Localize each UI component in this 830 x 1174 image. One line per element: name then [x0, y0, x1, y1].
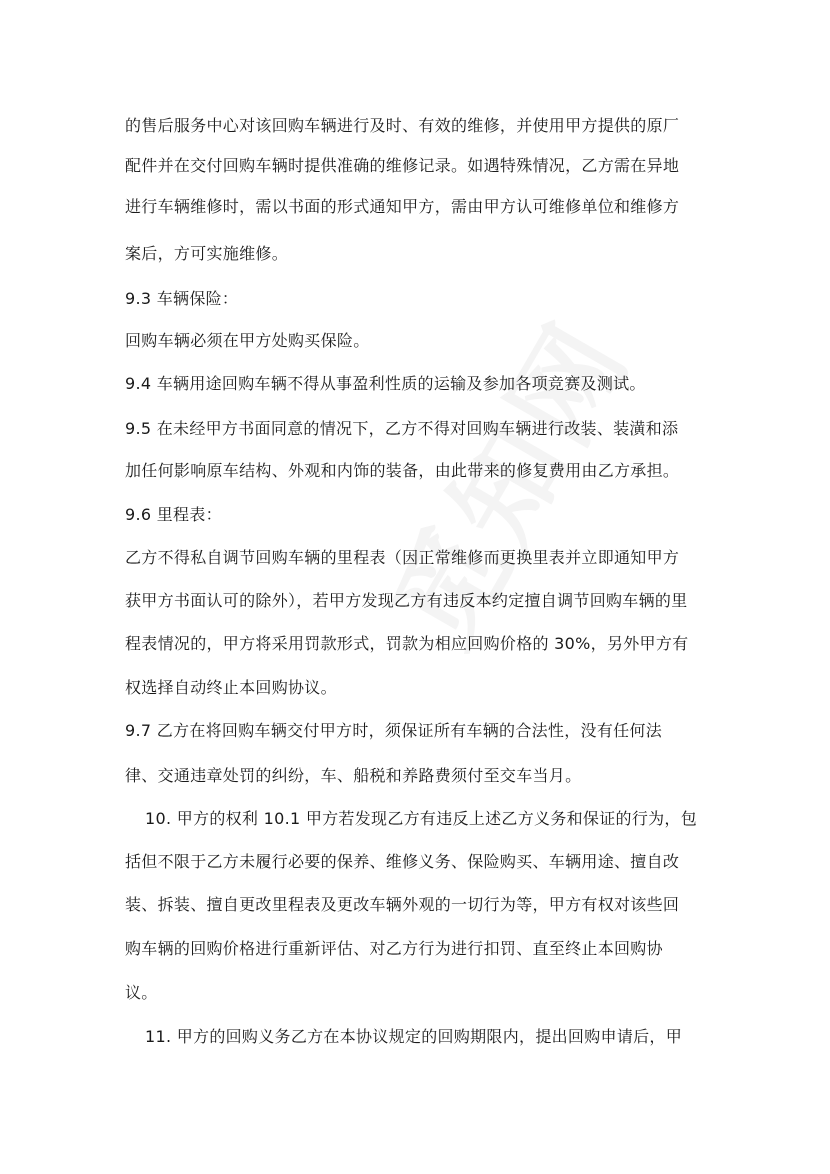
text-line: 加任何影响原车结构、外观和内饰的装备，由此带来的修复费用由乙方承担。: [125, 461, 680, 480]
text-line: 权选择自动终止本回购协议。: [125, 678, 337, 697]
text-line: 装、拆装、擅自更改里程表及更改车辆外观的一切行为等，甲方有权对该些回: [125, 895, 680, 914]
text-line: 回购车辆必须在甲方处购买保险。: [125, 331, 370, 350]
text-line: 议。: [125, 983, 158, 1002]
text-line: 配件并在交付回购车辆时提供准确的维修记录。如遇特殊情况，乙方需在异地: [125, 156, 680, 175]
text-line: 括但不限于乙方未履行必要的保养、维修义务、保险购买、车辆用途、擅自改: [125, 852, 680, 871]
text-line: 9.7 乙方在将回购车辆交付甲方时，须保证所有车辆的合法性，没有任何法: [125, 721, 663, 740]
text-line: 程表情况的，甲方将采用罚款形式，罚款为相应回购价格的 30%，另外甲方有: [125, 634, 689, 653]
text-line: 11. 甲方的回购义务乙方在本协议规定的回购期限内，提出回购申请后，甲: [145, 1027, 683, 1046]
text-line: 律、交通违章处罚的纠纷，车、船税和养路费须付至交车当月。: [125, 766, 582, 785]
text-line: 获甲方书面认可的除外），若甲方发现乙方有违反本约定擅自调节回购车辆的里: [125, 591, 688, 610]
text-line: 9.6 里程表：: [125, 505, 222, 524]
text-line: 9.3 车辆保险：: [125, 289, 239, 308]
text-line: 案后，方可实施维修。: [125, 244, 289, 263]
text-line: 进行车辆维修时，需以书面的形式通知甲方，需由甲方认可维修单位和维修方: [125, 197, 680, 216]
text-line: 乙方不得私自调节回购车辆的里程表（因正常维修而更换里表并立即通知甲方: [125, 548, 680, 567]
text-line: 9.5 在未经甲方书面同意的情况下，乙方不得对回购车辆进行改装、装潢和添: [125, 419, 679, 438]
text-line: 的售后服务中心对该回购车辆进行及时、有效的维修，并使用甲方提供的原厂: [125, 116, 680, 135]
text-line: 购车辆的回购价格进行重新评估、对乙方行为进行扣罚、直至终止本回购协: [125, 939, 663, 958]
text-line: 10. 甲方的权利 10.1 甲方若发现乙方有违反上述乙方义务和保证的行为，包: [145, 809, 698, 828]
text-line: 9.4 车辆用途回购车辆不得从事盈利性质的运输及参加各项竞赛及测试。: [125, 374, 646, 393]
